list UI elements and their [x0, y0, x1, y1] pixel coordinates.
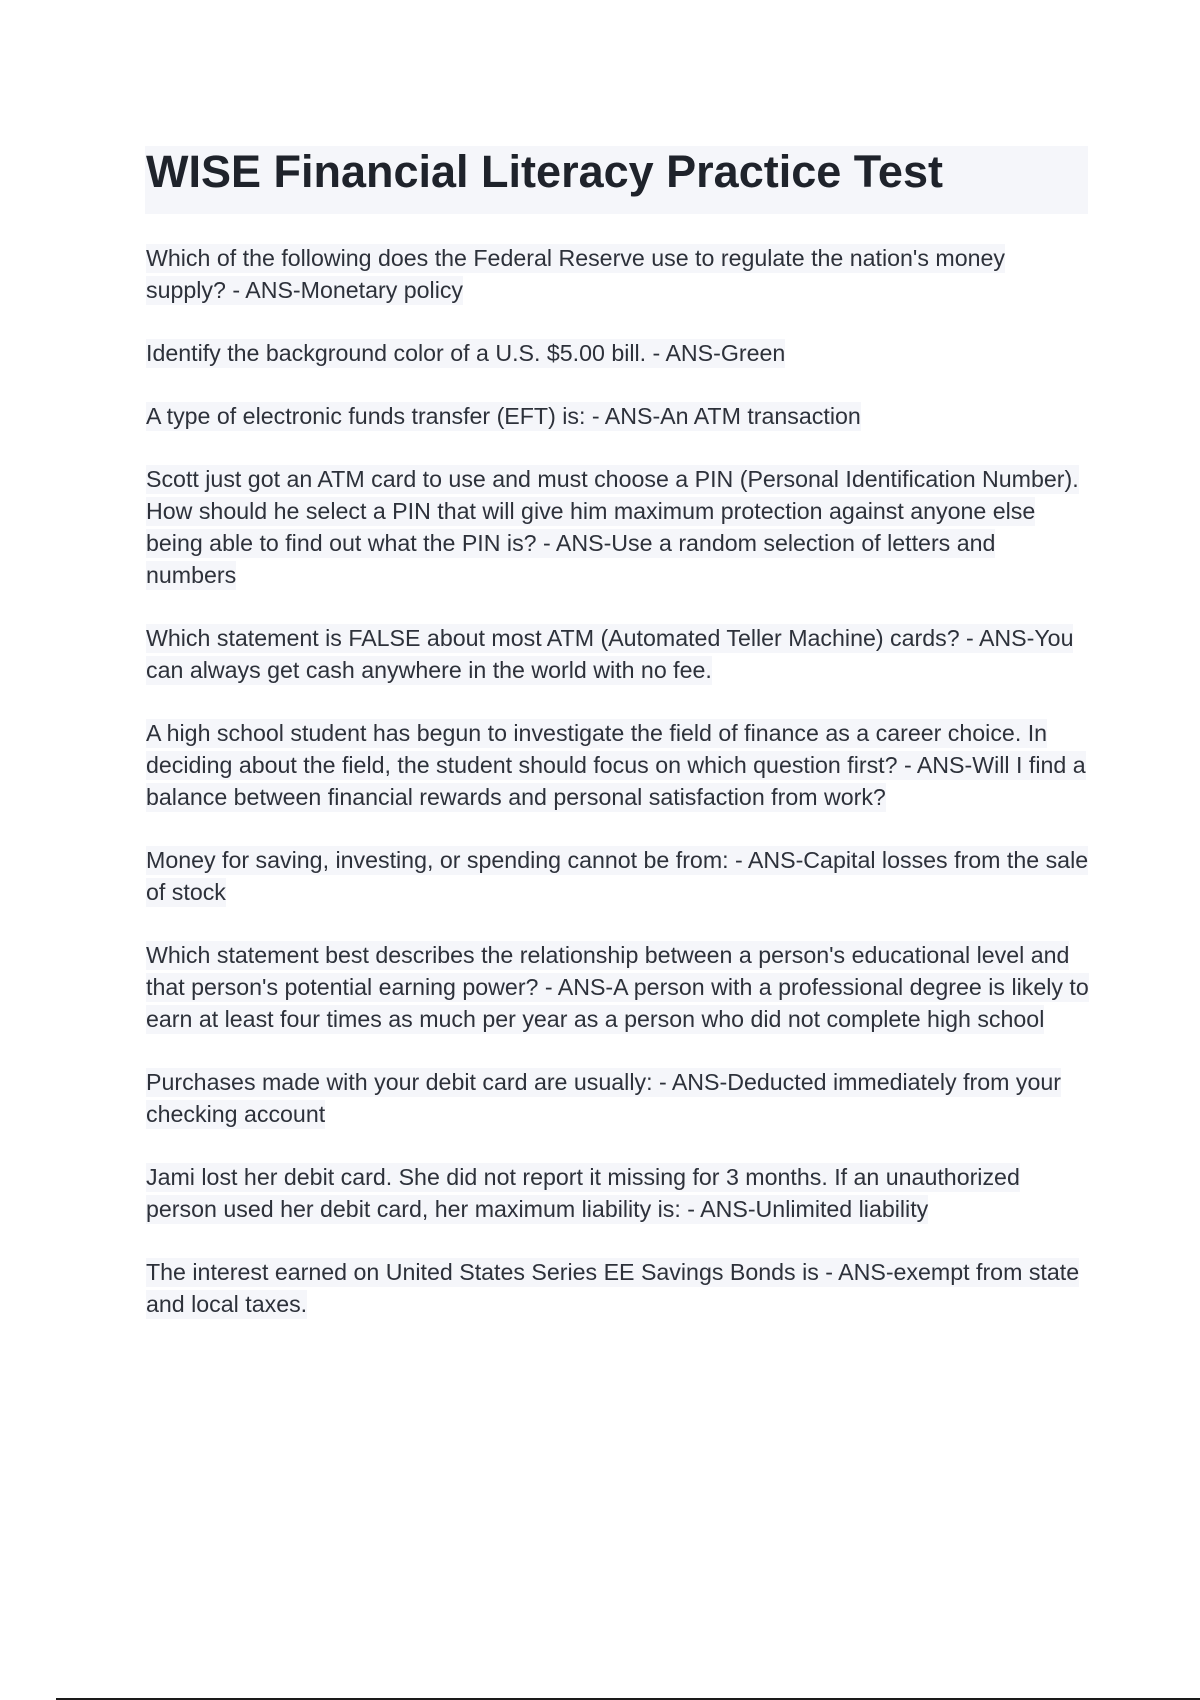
qa-text: Purchases made with your debit card are usually: - ANS-Deducted immediately from your checking account: [146, 1069, 1062, 1127]
qa-text: Identify the background color of a U.S. $5.00 bill. - ANS-Green: [146, 340, 786, 366]
qa-item: [146, 844, 1091, 908]
qa-item: [146, 939, 1091, 1035]
qa-text: Money for saving, investing, or spending cannot be from: - ANS-Capital losses from the sale of stock: [146, 847, 1089, 905]
qa-item: [146, 242, 1091, 306]
qa-text: Jami lost her debit card. She did not report it missing for 3 months. If an unauthorized person used her debit card, her maximum liability is: - ANS-Unlimited liability: [146, 1164, 1020, 1222]
qa-text: Which statement best describes the relationship between a person's educational level and that person's potential earning power? - ANS-A person with a professional degree is likely to earn at least four times as much per year as a person who did not complete high school: [146, 942, 1089, 1032]
qa-item: [146, 622, 1091, 686]
qa-item: [146, 1161, 1091, 1225]
page-title: WISE Financial Literacy Practice Test: [146, 146, 943, 197]
qa-item: [146, 1256, 1091, 1320]
qa-item: [146, 717, 1091, 813]
qa-text: A high school student has begun to investigate the field of finance as a career choice. In deciding about the field, the student should focus on which question first? - ANS-Will I find a balance between financial rewards and personal satisfaction from work?: [146, 720, 1086, 810]
qa-item: [146, 400, 1091, 432]
qa-text: Scott just got an ATM card to use and must choose a PIN (Personal Identification Number). How should he select a PIN that will give him maximum protection against anyone else being able to find out what the PIN is? - ANS-Use a random selection of letters and numbers: [146, 466, 1079, 588]
qa-text: Which of the following does the Federal Reserve use to regulate the nation's money supply? - ANS-Monetary policy: [146, 245, 1005, 303]
qa-text: Which statement is FALSE about most ATM (Automated Teller Machine) cards? - ANS-You can always get cash anywhere in the world with no fee.: [146, 625, 1074, 683]
qa-item: [146, 337, 1091, 369]
qa-item: [146, 463, 1091, 591]
qa-text: A type of electronic funds transfer (EFT) is: - ANS-An ATM transaction: [146, 403, 861, 429]
qa-text: The interest earned on United States Series EE Savings Bonds is - ANS-exempt from state and local taxes.: [146, 1259, 1080, 1317]
qa-item: [146, 1066, 1091, 1130]
qa-list: [146, 242, 1091, 1351]
